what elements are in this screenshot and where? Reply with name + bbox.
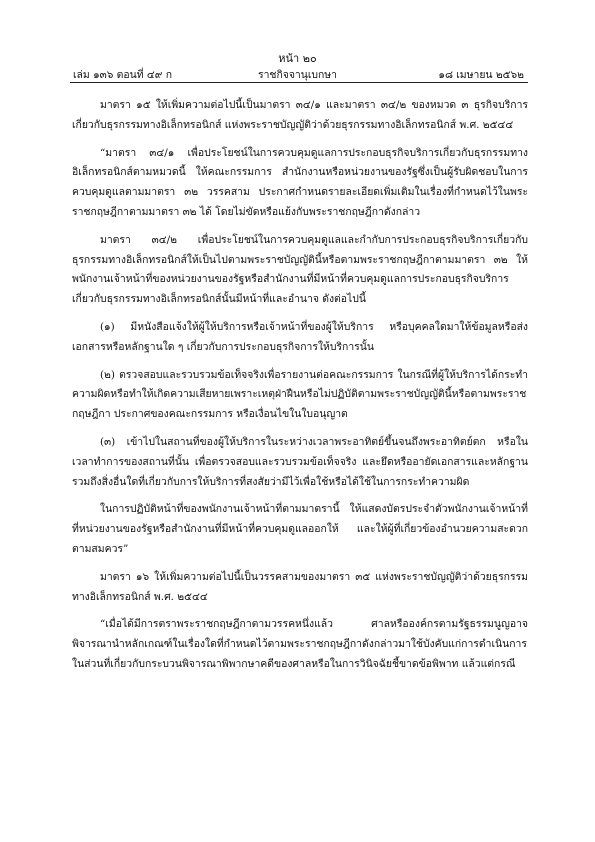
section-16-paragraph: มาตรา ๑๖ ให้เพิ่มความต่อไปนี้เป็นวรรคสามของมาตรา ๓๕ แห่งพระราชบัญญัติว่าด้วยธุรกรรมทางอิเล็กทรอนิกส์ พ.ศ. ๒๕๔๔ — [72, 570, 528, 603]
clause-3-paragraph: (๓) เข้าไปในสถานที่ของผู้ให้บริการในระหว่างเวลาพระอาทิตย์ขึ้นจนถึงพระอาทิตย์ตก หรือในเวลาทำการของสถานที่นั้น เพื่อตรวจสอบและรวบรวมข้อเท็จจริง และยึดหรืออายัดเอกสารและหลักฐาน รวมถึงสิ่งอื่นใดที่เกี่ยวกับการให้บริการที่สงสัยว่ามีไว้เพื่อใช้หรือได้ใช้ในการกระทำความผิด — [72, 435, 528, 488]
header-divider — [70, 82, 528, 83]
document-body — [72, 96, 528, 675]
gazette-title: ราชกิจจานุเบกษา — [258, 69, 337, 81]
section-34-1-paragraph: “มาตรา ๓๔/๑ เพื่อประโยชน์ในการควบคุมดูแลการประกอบธุรกิจบริการเกี่ยวกับธุรกรรมทางอิเล็กทรอนิกส์ตามหมวดนี้ ให้คณะกรรมการ สำนักงานหรือหน่วยงานของรัฐซึ่งเป็นผู้รับผิดชอบในการควบคุมดูแลตามมาตรา ๓๒ วรรคสาม ประกาศกำหนดรายละเอียดเพิ่มเติมในเรื่องที่กำหนดไว้ในพระราชกฤษฎีกาตามมาตรา ๓๒ ได้ โดยไม่ขัดหรือแย้งกับพระราชกฤษฎีกาดังกล่าว — [72, 146, 528, 218]
section-15-paragraph: มาตรา ๑๕ ให้เพิ่มความต่อไปนี้เป็นมาตรา ๓๔/๑ และมาตรา ๓๔/๒ ของหมวด ๓ ธุรกิจบริการเกี่ยวกับธุรกรรมทางอิเล็กทรอนิกส์ แห่งพระราชบัญญัติว่าด้วยธุรกรรมทางอิเล็กทรอนิกส์ พ.ศ. ๒๕๔๔ — [72, 99, 528, 131]
section-35-amendment-paragraph: “เมื่อได้มีการตราพระราชกฤษฎีกาตามวรรคหนึ่งแล้ว ศาลหรือองค์กรตามรัฐธรรมนูญอาจพิจารณานำหลักเกณฑ์ในเรื่องใดที่กำหนดไว้ตามพระราชกฤษฎีกาดังกล่าวมาใช้บังคับแก่การดำเนินการในส่วนที่เกี่ยวกับกระบวนพิจารณาพิพากษาคดีของศาลหรือในการวินิจฉัยชี้ขาดข้อพิพาท แล้วแต่กรณี — [72, 618, 528, 670]
volume-issue: เล่ม ๑๓๖ ตอนที่ ๔๙ ก — [73, 69, 172, 81]
clause-1-paragraph: (๑) มีหนังสือแจ้งให้ผู้ให้บริการหรือเจ้าหน้าที่ของผู้ให้บริการ หรือบุคคลใดมาให้ข้อมูลหรือส่งเอกสารหรือหลักฐานใด ๆ เกี่ยวกับการประกอบธุรกิจการให้บริการนั้น — [72, 320, 528, 353]
page-number: หน้า ๒๐ — [278, 52, 317, 65]
clause-2-paragraph: (๒) ตรวจสอบและรวบรวมข้อเท็จจริงเพื่อรายงานต่อคณะกรรมการ ในกรณีที่ผู้ให้บริการได้กระทำความผิดหรือทำให้เกิดความเสียหายเพราะเหตุฝ่าฝืนหรือไม่ปฏิบัติตามพระราชบัญญัตินี้หรือตามพระราชกฤษฎีกา ประกาศของคณะกรรมการ หรือเงื่อนไขในใบอนุญาต — [72, 368, 528, 421]
publication-date: ๑๘ เมษายน ๒๕๖๒ — [438, 69, 524, 81]
officer-duty-paragraph: ในการปฏิบัติหน้าที่ของพนักงานเจ้าหน้าที่ตามมาตรานี้ ให้แสดงบัตรประจำตัวพนักงานเจ้าหน้าที่ที่หน่วยงานของรัฐหรือสำนักงานที่มีหน้าที่ควบคุมดูแลออกให้ และให้ผู้ที่เกี่ยวข้องอำนวยความสะดวกตามสมควร” — [72, 503, 528, 555]
section-34-2-paragraph: มาตรา ๓๔/๒ เพื่อประโยชน์ในการควบคุมดูแลและกำกับการประกอบธุรกิจบริการเกี่ยวกับธุรกรรมทางอิเล็กทรอนิกส์ให้เป็นไปตามพระราชบัญญัตินี้หรือตามพระราชกฤษฎีกาตามมาตรา ๓๒ ให้พนักงานเจ้าหน้าที่ของหน่วยงานของรัฐหรือสำนักงานที่มีหน้าที่ควบคุมดูแลการประกอบธุรกิจบริการเกี่ยวกับธุรกรรมทางอิเล็กทรอนิกส์นั้นมีหน้าที่และอำนาจ ดังต่อไปนี้ — [72, 233, 528, 306]
